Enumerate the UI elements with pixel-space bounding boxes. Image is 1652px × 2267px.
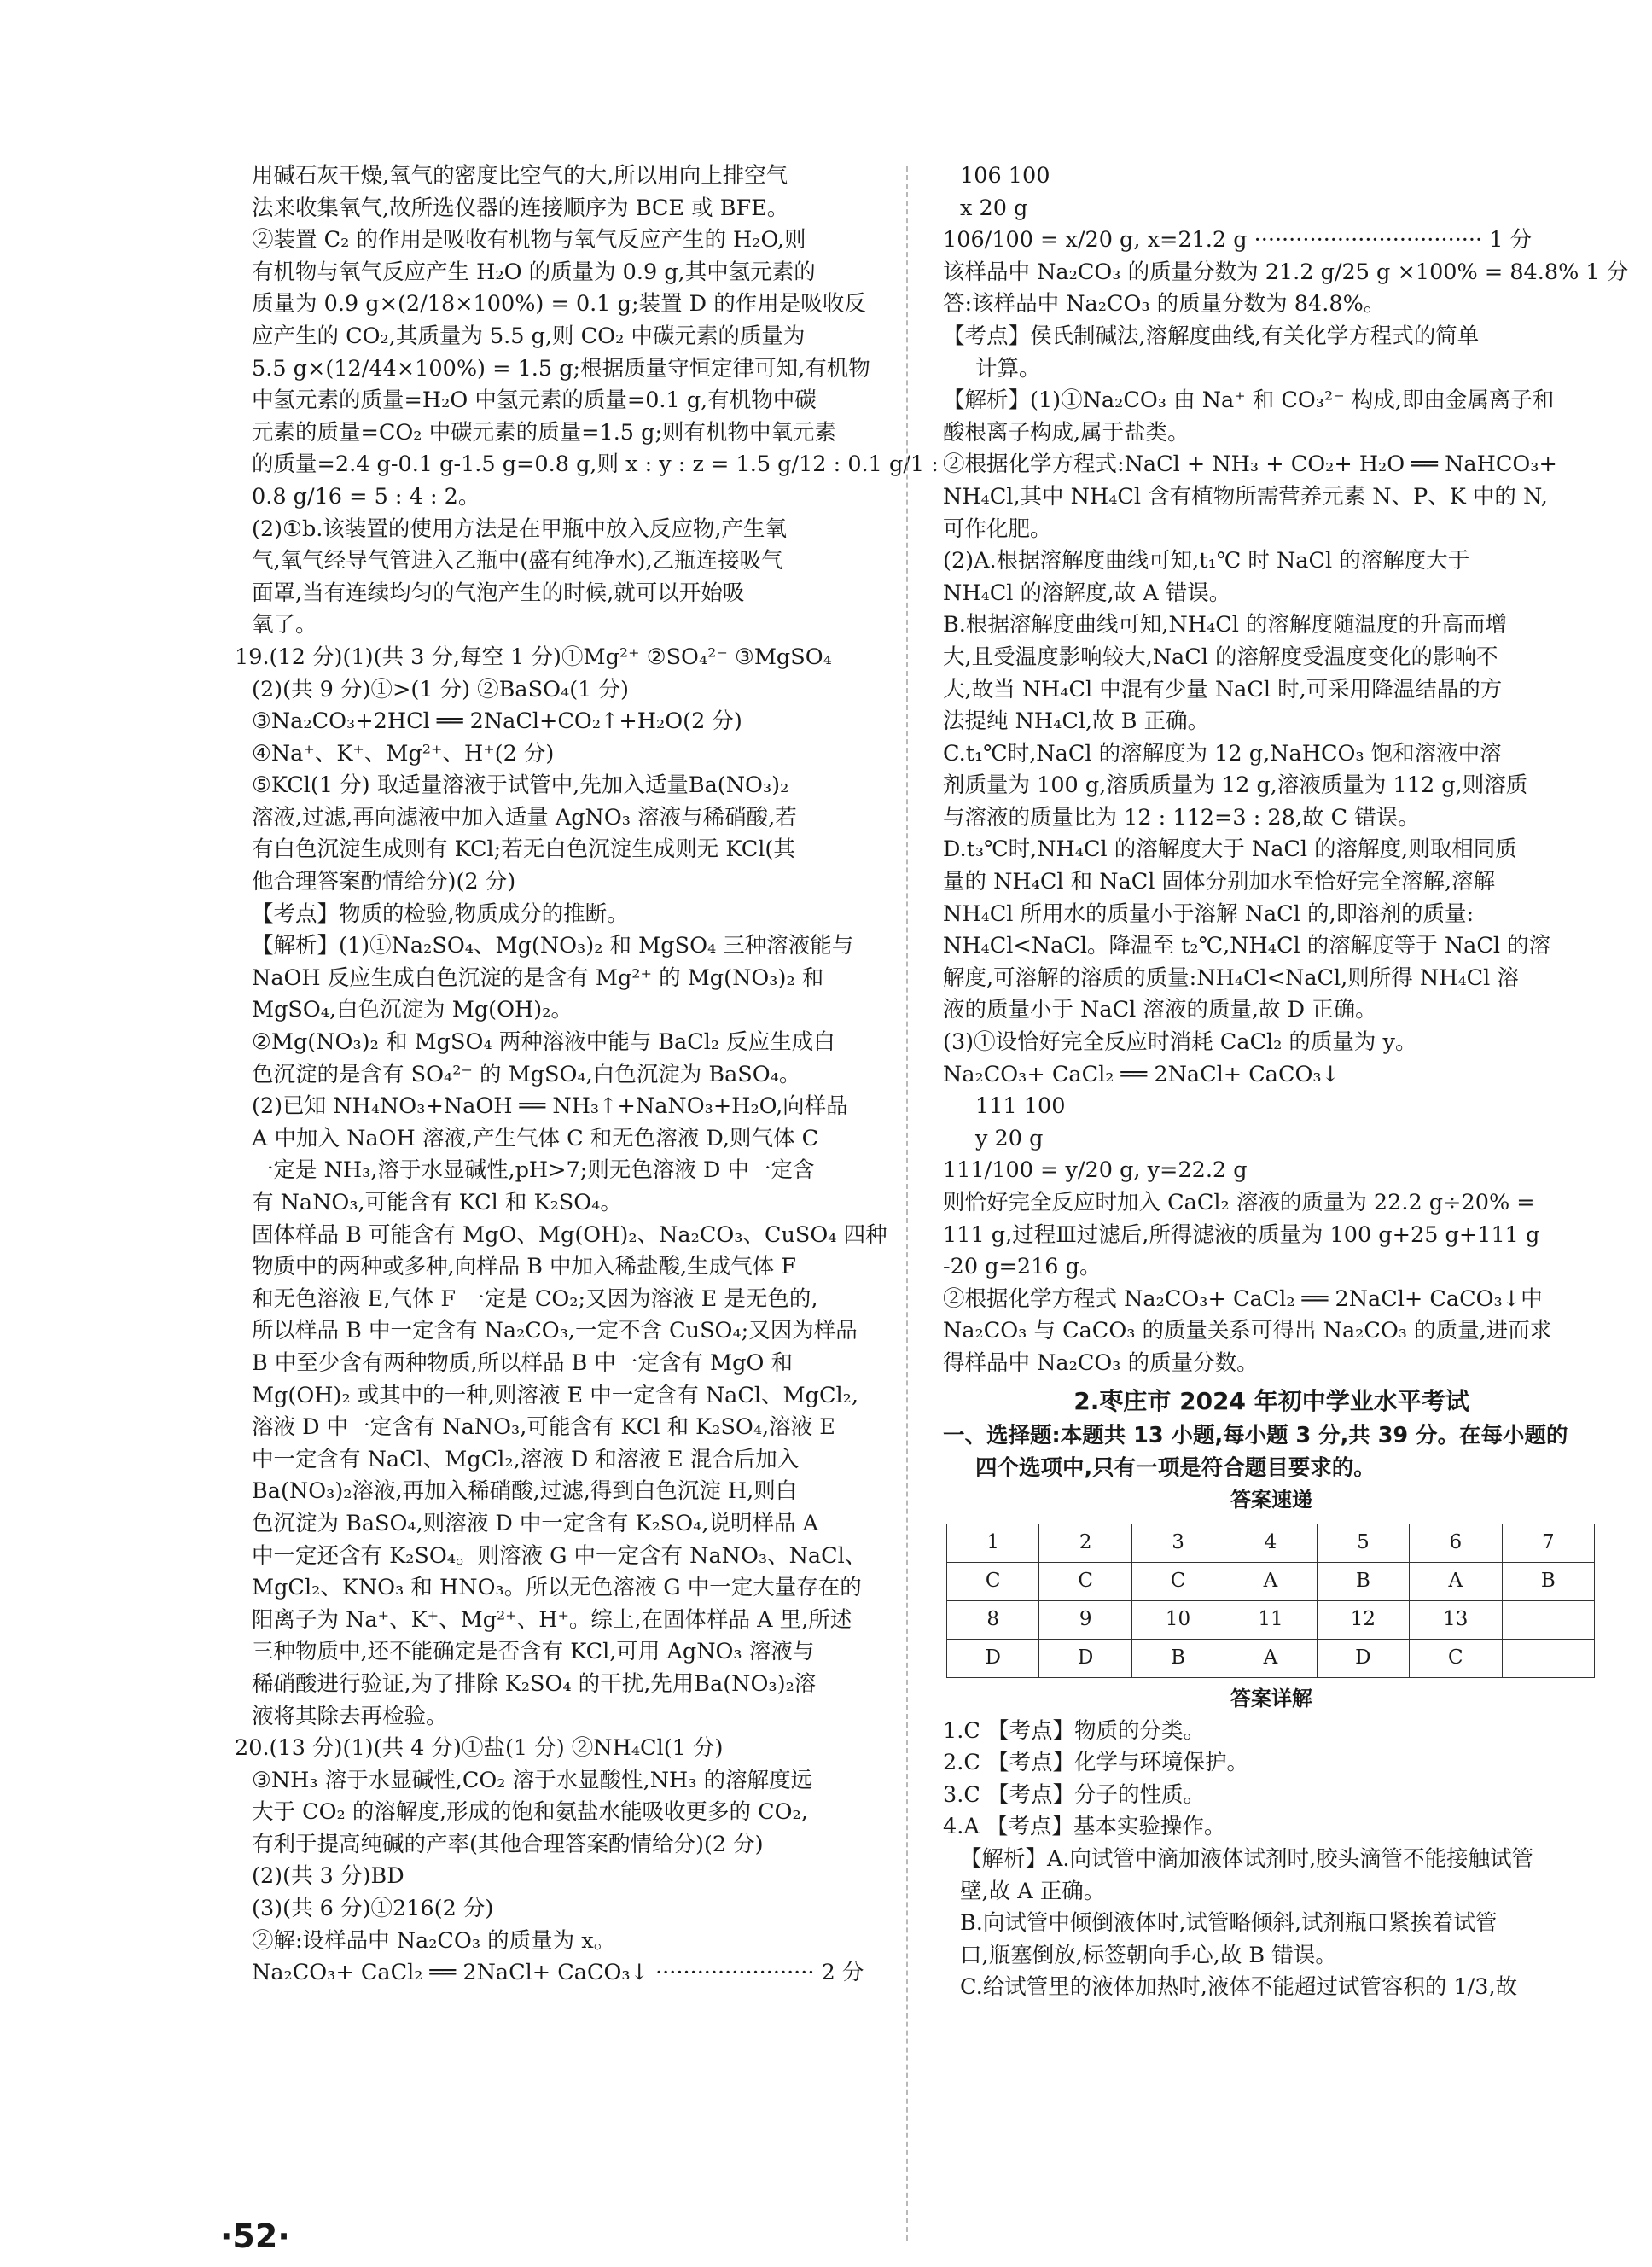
text-line: 溶液,过滤,再向滤液中加入适量 AgNO₃ 溶液与稀硝酸,若 [252, 804, 797, 830]
table-cell: A [1224, 1562, 1317, 1600]
table-cell: D [1317, 1639, 1409, 1677]
text-line: 【考点】物质的检验,物质成分的推断。 [252, 900, 629, 927]
text-line: 量的 NH₄Cl 和 NaCl 固体分别加水至恰好完全溶解,溶解 [943, 869, 1496, 895]
text-line: 有白色沉淀生成则有 KCl;若无白色沉淀生成则无 KCl(其 [252, 836, 795, 863]
text-line: 氧了。 [252, 612, 317, 638]
text-line: 溶液 D 中一定含有 NaNO₃,可能含有 KCl 和 K₂SO₄,溶液 E [252, 1414, 835, 1441]
text-line: A 中加入 NaOH 溶液,产生气体 C 和无色溶液 D,则气体 C [252, 1125, 819, 1151]
text-line: NH₄Cl 的溶解度,故 A 错误。 [943, 580, 1231, 606]
text-line: 中氢元素的质量=H₂O 中氢元素的质量=0.1 g,有机物中碳 [252, 388, 817, 414]
choice-intro: 一、选择题:本题共 13 小题,每小题 3 分,共 39 分。在每小题的 [943, 1423, 1568, 1449]
text-line: 中一定还含有 K₂SO₄。则溶液 G 中一定含有 NaNO₃、NaCl、 [252, 1542, 867, 1569]
text-line: 106 100 [960, 163, 1050, 189]
text-line: ②解:设样品中 Na₂CO₃ 的质量为 x。 [252, 1927, 616, 1954]
table-cell: 9 [1039, 1600, 1131, 1639]
section-title: 2.枣庄市 2024 年初中学业水平考试 [1073, 1386, 1469, 1415]
text-line: 【解析】(1)①Na₂CO₃ 由 Na⁺ 和 CO₃²⁻ 构成,即由金属离子和 [943, 388, 1555, 414]
text-line: 5.5 g×(12/44×100%) = 1.5 g;根据质量守恒定律可知,有机物 [252, 355, 870, 382]
text-line: 稀硝酸进行验证,为了排除 K₂SO₄ 的干扰,先用Ba(NO₃)₂溶 [252, 1670, 817, 1697]
text-line: 【解析】(1)①Na₂SO₄、Mg(NO₃)₂ 和 MgSO₄ 三种溶液能与 [252, 933, 854, 959]
table-row [947, 1600, 1595, 1639]
text-line: (2)A.根据溶解度曲线可知,t₁℃ 时 NaCl 的溶解度大于 [943, 548, 1470, 574]
text-line: ⑤KCl(1 分) 取适量溶液于试管中,先加入适量Ba(NO₃)₂ [252, 772, 789, 799]
text-line: (2)①b.该装置的使用方法是在甲瓶中放入反应物,产生氧 [252, 516, 788, 542]
text-line: (2)已知 NH₄NO₃+NaOH ══ NH₃↑+NaNO₃+H₂O,向样品 [252, 1093, 848, 1120]
choice-intro-cont: 四个选项中,只有一项是符合题目要求的。 [975, 1454, 1376, 1481]
text-line: ③NH₃ 溶于水显碱性,CO₂ 溶于水显酸性,NH₃ 的溶解度远 [252, 1767, 813, 1793]
text-line: 19.(12 分)(1)(共 3 分,每空 1 分)①Mg²⁺ ②SO₄²⁻ ③MgSO₄ [235, 644, 832, 670]
table-cell: 6 [1410, 1524, 1502, 1562]
table-cell: 2 [1039, 1524, 1131, 1562]
text-line: NH₄Cl,其中 NH₄Cl 含有植物所需营养元素 N、P、K 中的 N, [943, 483, 1548, 510]
answer-quick-title: 答案速递 [1230, 1488, 1312, 1512]
table-cell: C [1131, 1562, 1224, 1600]
text-line: ②Mg(NO₃)₂ 和 MgSO₄ 两种溶液中能与 BaCl₂ 反应生成白 [252, 1029, 835, 1056]
text-line: 液的质量小于 NaCl 溶液的质量,故 D 正确。 [943, 997, 1377, 1023]
text-line: MgSO₄,白色沉淀为 Mg(OH)₂。 [252, 997, 573, 1023]
text-line: 有机物与氧气反应产生 H₂O 的质量为 0.9 g,其中氢元素的 [252, 259, 816, 285]
text-line: 阳离子为 Na⁺、K⁺、Mg²⁺、H⁺。综上,在固体样品 A 里,所述 [252, 1606, 852, 1633]
text-line: 106/100 = x/20 g, x=21.2 g ································· 1 分 [943, 227, 1533, 254]
answer-detail-title: 答案详解 [1230, 1686, 1312, 1710]
text-line: Na₂CO₃ 与 CaCO₃ 的质量关系可得出 Na₂CO₃ 的质量,进而求 [943, 1318, 1552, 1344]
table-cell [1502, 1639, 1594, 1677]
text-line: ②根据化学方程式 Na₂CO₃+ CaCl₂ ══ 2NaCl+ CaCO₃↓中 [943, 1285, 1543, 1312]
table-cell: D [947, 1639, 1039, 1677]
text-line: 得样品中 Na₂CO₃ 的质量分数。 [943, 1349, 1259, 1376]
text-line: 物质中的两种或多种,向样品 B 中加入稀盐酸,生成气体 F [252, 1254, 796, 1280]
text-line: (3)(共 6 分)①216(2 分) [252, 1896, 494, 1922]
table-cell: 1 [947, 1524, 1039, 1562]
text-line: 20.(13 分)(1)(共 4 分)①盐(1 分) ②NH₄Cl(1 分) [235, 1735, 724, 1762]
table-cell: 5 [1317, 1524, 1409, 1562]
text-line: 的质量=2.4 g-0.1 g-1.5 g=0.8 g,则 x : y : z = 1.5 g/12 : 0.1 g/1 : [252, 452, 939, 478]
text-line: 酸根离子构成,属于盐类。 [943, 419, 1190, 446]
text-line: 111 100 [975, 1093, 1066, 1120]
table-cell: C [1410, 1639, 1502, 1677]
text-line: 3.C 【考点】分子的性质。 [943, 1781, 1205, 1808]
text-line: 111/100 = y/20 g, y=22.2 g [943, 1157, 1248, 1184]
table-cell: B [1317, 1562, 1409, 1600]
answer-details [943, 1716, 1600, 2004]
text-line: 大于 CO₂ 的溶解度,形成的饱和氨盐水能吸收更多的 CO₂, [252, 1799, 808, 1826]
text-line: 三种物质中,还不能确定是否含有 KCl,可用 AgNO₃ 溶液与 [252, 1639, 815, 1665]
table-cell: 7 [1502, 1524, 1594, 1562]
text-line: NaOH 反应生成白色沉淀的是含有 Mg²⁺ 的 Mg(NO₃)₂ 和 [252, 964, 824, 991]
table-row [947, 1639, 1595, 1677]
text-line: 液将其除去再检验。 [252, 1703, 448, 1729]
text-line: NH₄Cl 所用水的质量小于溶解 NaCl 的,即溶剂的质量: [943, 900, 1475, 927]
table-cell: B [1502, 1562, 1594, 1600]
page-number: ·52· [220, 2217, 290, 2255]
text-line: 元素的质量=CO₂ 中碳元素的质量=1.5 g;则有机物中氧元素 [252, 419, 837, 446]
text-line: 大,且受温度影响较大,NaCl 的溶解度受温度变化的影响不 [943, 644, 1498, 670]
text-line: B.根据溶解度曲线可知,NH₄Cl 的溶解度随温度的升高而增 [943, 612, 1507, 638]
left-column [235, 160, 939, 1990]
table-cell: B [1131, 1639, 1224, 1677]
text-line: 4.A 【考点】基本实验操作。 [943, 1814, 1226, 1840]
text-line: -20 g=216 g。 [943, 1254, 1102, 1280]
text-line: (2)(共 9 分)①>(1 分) ②BaSO₄(1 分) [252, 676, 629, 702]
text-line: 色沉淀的是含有 SO₄²⁻ 的 MgSO₄,白色沉淀为 BaSO₄。 [252, 1061, 801, 1087]
text-line: 2.C 【考点】化学与环境保护。 [943, 1750, 1248, 1776]
text-line: 他合理答案酌情给分)(2 分) [252, 869, 516, 895]
answer-table [946, 1524, 1595, 1678]
text-line: 法来收集氧气,故所选仪器的连接顺序为 BCE 或 BFE。 [252, 195, 789, 221]
text-line: 有 NaNO₃,可能含有 KCl 和 K₂SO₄。 [252, 1190, 622, 1215]
table-cell [1502, 1600, 1594, 1639]
text-line: 111 g,过程Ⅲ过滤后,所得滤液的质量为 100 g+25 g+111 g [943, 1221, 1540, 1248]
text-line: 计算。 [975, 355, 1041, 382]
text-line: ④Na⁺、K⁺、Mg²⁺、H⁺(2 分) [252, 740, 555, 766]
text-line: 有利于提高纯碱的产率(其他合理答案酌情给分)(2 分) [252, 1831, 764, 1857]
text-line: C.t₁℃时,NaCl 的溶解度为 12 g,NaHCO₃ 饱和溶液中溶 [943, 740, 1502, 766]
table-cell: 12 [1317, 1600, 1409, 1639]
table-cell: A [1224, 1639, 1317, 1677]
text-line: 法提纯 NH₄Cl,故 B 正确。 [943, 708, 1210, 735]
text-line: (3)①设恰好完全反应时消耗 CaCl₂ 的质量为 y。 [943, 1029, 1417, 1056]
text-line: ③Na₂CO₃+2HCl ══ 2NaCl+CO₂↑+H₂O(2 分) [252, 708, 742, 735]
text-line: 则恰好完全反应时加入 CaCl₂ 溶液的质量为 22.2 g÷20% = [943, 1190, 1535, 1215]
table-cell: C [1039, 1562, 1131, 1600]
text-line: MgCl₂、KNO₃ 和 HNO₃。所以无色溶液 G 中一定大量存在的 [252, 1575, 862, 1601]
text-line: NH₄Cl<NaCl。降温至 t₂℃,NH₄Cl 的溶解度等于 NaCl 的溶 [943, 933, 1551, 959]
table-cell: 3 [1131, 1524, 1224, 1562]
text-line: 口,瓶塞倒放,标签朝向手心,故 B 错误。 [960, 1942, 1337, 1968]
right-column [943, 160, 1629, 2004]
table-cell: A [1410, 1562, 1502, 1600]
text-line: 【解析】A.向试管中滴加液体试剂时,胶头滴管不能接触试管 [960, 1845, 1534, 1872]
text-line: 中一定含有 NaCl、MgCl₂,溶液 D 和溶液 E 混合后加入 [252, 1446, 800, 1472]
table-cell: 4 [1224, 1524, 1317, 1562]
text-line: 与溶液的质量比为 12 : 112=3 : 28,故 C 错误。 [943, 804, 1420, 830]
text-line: 固体样品 B 可能含有 MgO、Mg(OH)₂、Na₂CO₃、CuSO₄ 四种 [252, 1221, 887, 1248]
text-line: Ba(NO₃)₂溶液,再加入稀硝酸,过滤,得到白色沉淀 H,则白 [252, 1478, 798, 1505]
text-line: 【考点】侯氏制碱法,溶解度曲线,有关化学方程式的简单 [943, 323, 1480, 349]
text-line: 用碱石灰干燥,氧气的密度比空气的大,所以用向上排空气 [252, 163, 788, 189]
text-line: 可作化肥。 [943, 516, 1052, 542]
text-line: (2)(共 3 分)BD [252, 1863, 404, 1890]
text-line: y 20 g [975, 1125, 1044, 1151]
table-cell: 11 [1224, 1600, 1317, 1639]
text-line: 剂质量为 100 g,溶质质量为 12 g,溶液质量为 112 g,则溶质 [943, 772, 1528, 799]
text-line: Mg(OH)₂ 或其中的一种,则溶液 E 中一定含有 NaCl、MgCl₂, [252, 1382, 858, 1408]
text-line: B 中至少含有两种物质,所以样品 B 中一定含有 MgO 和 [252, 1349, 793, 1376]
text-line: B.向试管中倾倒液体时,试管略倾斜,试剂瓶口紧挨着试管 [960, 1910, 1498, 1937]
table-row [947, 1524, 1595, 1562]
text-line: 1.C 【考点】物质的分类。 [943, 1717, 1205, 1744]
answer-continuation [943, 160, 1629, 1380]
text-line: 0.8 g/16 = 5 : 4 : 2。 [252, 483, 480, 510]
text-line: Na₂CO₃+ CaCl₂ ══ 2NaCl+ CaCO₃↓ [943, 1061, 1340, 1087]
text-line: ②装置 C₂ 的作用是吸收有机物与氧气反应产生的 H₂O,则 [252, 227, 806, 254]
text-line: 大,故当 NH₄Cl 中混有少量 NaCl 时,可采用降温结晶的方 [943, 676, 1503, 702]
table-cell: D [1039, 1639, 1131, 1677]
text-line: 应产生的 CO₂,其质量为 5.5 g,则 CO₂ 中碳元素的质量为 [252, 323, 806, 349]
text-line: 面罩,当有连续均匀的气泡产生的时候,就可以开始吸 [252, 580, 745, 606]
text-line: 答:该样品中 Na₂CO₃ 的质量分数为 84.8%。 [943, 291, 1386, 318]
text-line: 色沉淀为 BaSO₄,则溶液 D 中一定含有 K₂SO₄,说明样品 A [252, 1510, 819, 1536]
text-line: x 20 g [960, 195, 1028, 221]
text-line: 质量为 0.9 g×(2/18×100%) = 0.1 g;装置 D 的作用是吸收反 [252, 291, 866, 318]
text-line: 解度,可溶解的溶质的质量:NH₄Cl<NaCl,则所得 NH₄Cl 溶 [943, 964, 1519, 991]
table-cell: C [947, 1562, 1039, 1600]
text-line: 壁,故 A 正确。 [960, 1878, 1106, 1904]
table-cell: 13 [1410, 1600, 1502, 1639]
text-line: ②根据化学方程式:NaCl + NH₃ + CO₂+ H₂O ══ NaHCO₃+ [943, 452, 1557, 478]
column-divider [906, 166, 908, 2241]
text-line: 该样品中 Na₂CO₃ 的质量分数为 21.2 g/25 g ×100% = 84.8% 1 分 [943, 259, 1629, 285]
table-cell: 8 [947, 1600, 1039, 1639]
text-line: Na₂CO₃+ CaCl₂ ══ 2NaCl+ CaCO₃↓ ······················· 2 分 [252, 1960, 864, 1986]
text-line: 所以样品 B 中一定含有 Na₂CO₃,一定不含 CuSO₄;又因为样品 [252, 1318, 858, 1344]
text-line: 和无色溶液 E,气体 F 一定是 CO₂;又因为溶液 E 是无色的, [252, 1285, 818, 1312]
text-line: 一定是 NH₃,溶于水显碱性,pH>7;则无色溶液 D 中一定含 [252, 1157, 815, 1184]
table-cell: 10 [1131, 1600, 1224, 1639]
text-line: 气,氧气经导气管进入乙瓶中(盛有纯净水),乙瓶连接吸气 [252, 548, 783, 574]
text-line: C.给试管里的液体加热时,液体不能超过试管容积的 1/3,故 [960, 1974, 1518, 2001]
text-line: D.t₃℃时,NH₄Cl 的溶解度大于 NaCl 的溶解度,则取相同质 [943, 836, 1517, 863]
table-row [947, 1562, 1595, 1600]
